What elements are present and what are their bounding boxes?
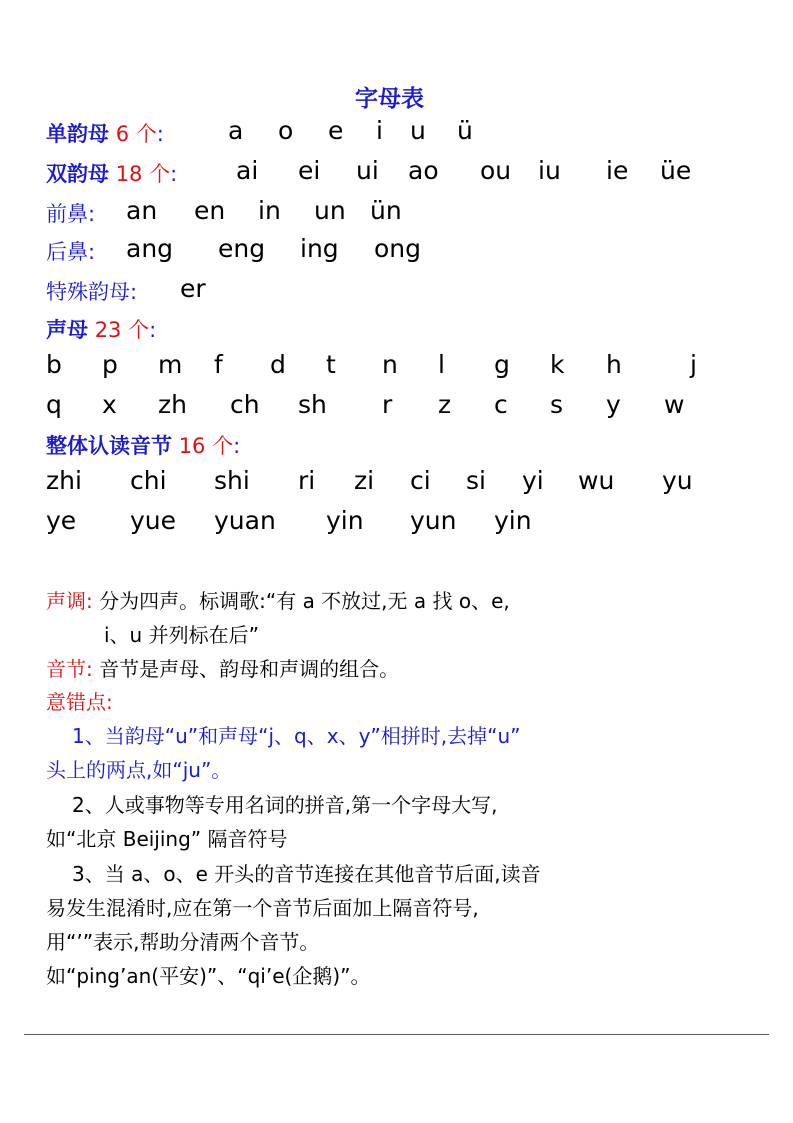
whole-syllable-item: ri — [298, 466, 316, 495]
initial-item: s — [550, 390, 564, 419]
back-nasal-item: ong — [374, 234, 422, 263]
syllable-line — [46, 653, 399, 682]
syllable-colon: : — [86, 657, 93, 681]
compound-final-item: ao — [408, 156, 439, 185]
front-nasal-item: un — [314, 196, 346, 225]
initial-item: x — [102, 390, 117, 419]
front-nasal-colon: : — [88, 202, 96, 226]
single-final-item: ü — [457, 116, 473, 145]
initial-item: q — [46, 390, 62, 419]
initials-count: 23 个 — [94, 318, 150, 342]
whole-syllable-item: ci — [410, 466, 431, 495]
page-title: 字母表 — [355, 86, 424, 112]
single-final-item: i — [376, 116, 383, 145]
single-final-item: e — [328, 116, 344, 145]
back-nasal-label: 后鼻 — [46, 240, 88, 264]
initial-item: zh — [158, 390, 187, 419]
compound-final-item: ie — [606, 156, 629, 185]
mistake-3-line-4: 如“ping’an(平安)”、“qi’e(企鹅)”。 — [46, 964, 371, 988]
initial-item: t — [326, 350, 336, 379]
mistake-3-line-1: 3、当 a、o、e 开头的音节连接在其他音节后面,读音 — [72, 862, 541, 886]
whole-syllables-heading — [46, 430, 240, 460]
whole-syllable-item: ye — [46, 506, 77, 535]
whole-syllable-item: shi — [214, 466, 250, 495]
initial-item: sh — [298, 390, 327, 419]
whole-syllable-item: zi — [354, 466, 375, 495]
single-finals-colon: : — [156, 122, 164, 146]
initials-row-2 — [0, 390, 793, 424]
mistake-1-line-2: 头上的两点,如“ju”。 — [46, 758, 232, 782]
compound-finals-list — [0, 156, 793, 190]
whole-syllables-label: 整体认读音节 — [46, 434, 172, 458]
front-nasal-label: 前鼻 — [46, 202, 88, 226]
whole-syllables-row-1 — [0, 466, 793, 500]
initial-item: j — [690, 350, 697, 379]
compound-final-item: ai — [236, 156, 259, 185]
initial-item: c — [494, 390, 508, 419]
compound-final-item: ou — [480, 156, 512, 185]
initials-colon: : — [149, 318, 157, 342]
front-nasal-item: ün — [370, 196, 402, 225]
whole-syllable-item: chi — [130, 466, 167, 495]
initial-item: ch — [230, 390, 260, 419]
whole-syllables-colon: : — [233, 434, 241, 458]
compound-final-item: ui — [356, 156, 379, 185]
whole-syllable-item: yin — [494, 506, 532, 535]
mistake-3-line-3: 用“’”表示,帮助分清两个音节。 — [46, 930, 320, 954]
single-finals-list — [0, 116, 793, 150]
back-nasal-colon: : — [88, 240, 96, 264]
single-final-item: a — [228, 116, 244, 145]
mistake-3-line-2: 易发生混淆时,应在第一个音节后面加上隔音符号, — [46, 896, 479, 920]
compound-final-item: ei — [298, 156, 321, 185]
single-final-item: o — [278, 116, 294, 145]
whole-syllable-item: yin — [326, 506, 364, 535]
initial-item: k — [550, 350, 565, 379]
initials-label: 声母 — [46, 318, 88, 342]
mistake-2-line-2: 如“北京 Beijing” 隔音符号 — [46, 827, 288, 851]
mistake-2-line-1: 2、人或事物等专用名词的拼音,第一个字母大写, — [72, 793, 498, 817]
front-nasal-list — [0, 196, 793, 230]
special-final-heading — [46, 276, 137, 306]
single-final-item: u — [410, 116, 426, 145]
initial-item: f — [214, 350, 223, 379]
compound-final-item: iu — [538, 156, 561, 185]
initial-item: b — [46, 350, 62, 379]
whole-syllable-item: yun — [410, 506, 457, 535]
whole-syllable-item: yue — [130, 506, 177, 535]
single-finals-label: 单韵母 — [46, 122, 109, 146]
initials-heading — [46, 314, 156, 344]
compound-finals-colon: : — [170, 162, 178, 186]
compound-finals-label: 双韵母 — [46, 162, 109, 186]
whole-syllable-item: wu — [578, 466, 615, 495]
initial-item: l — [438, 350, 445, 379]
front-nasal-item: en — [194, 196, 226, 225]
mistake-1-line-1: 1、当韵母“u”和声母“j、q、x、y”相拼时,去掉“u” — [72, 724, 521, 748]
initial-item: h — [606, 350, 622, 379]
page-divider — [24, 1034, 769, 1035]
initial-item: y — [606, 390, 621, 419]
initial-item: r — [382, 390, 393, 419]
back-nasal-item: eng — [218, 234, 266, 263]
special-final-label: 特殊韵母 — [46, 280, 130, 304]
front-nasal-item: an — [126, 196, 158, 225]
tones-line-1 — [46, 585, 510, 614]
whole-syllable-item: yi — [522, 466, 544, 495]
initial-item: g — [494, 350, 510, 379]
whole-syllables-row-2 — [0, 506, 793, 540]
whole-syllable-item: si — [466, 466, 486, 495]
whole-syllables-count: 16 个 — [178, 434, 234, 458]
tones-label: 声调 — [46, 589, 86, 613]
syllable-label: 音节 — [46, 657, 86, 681]
front-nasal-item: in — [258, 196, 281, 225]
whole-syllable-item: yu — [662, 466, 693, 495]
initials-row-1 — [0, 350, 793, 384]
special-final-item: er — [180, 274, 206, 303]
initial-item: d — [270, 350, 286, 379]
mistakes-label: 意错点: — [46, 690, 113, 714]
initial-item: z — [438, 390, 452, 419]
initial-item: m — [158, 350, 183, 379]
single-finals-count: 6 个 — [115, 122, 157, 146]
initial-item: p — [102, 350, 118, 379]
back-nasal-list — [0, 234, 793, 268]
whole-syllable-item: yuan — [214, 506, 276, 535]
compound-finals-count: 18 个 — [115, 162, 171, 186]
syllable-text: 音节是声母、韵母和声调的组合。 — [99, 657, 400, 681]
tones-colon: : — [86, 589, 93, 613]
tones-text-2: i、u 并列标在后” — [104, 623, 259, 647]
initial-item: w — [664, 390, 685, 419]
initial-item: n — [382, 350, 398, 379]
back-nasal-item: ang — [126, 234, 174, 263]
whole-syllable-item: zhi — [46, 466, 82, 495]
tones-text-1: 分为四声。标调歌:“有 a 不放过,无 a 找 o、e, — [99, 589, 510, 613]
back-nasal-item: ing — [300, 234, 339, 263]
special-final-colon: : — [130, 280, 138, 304]
compound-final-item: üe — [660, 156, 692, 185]
